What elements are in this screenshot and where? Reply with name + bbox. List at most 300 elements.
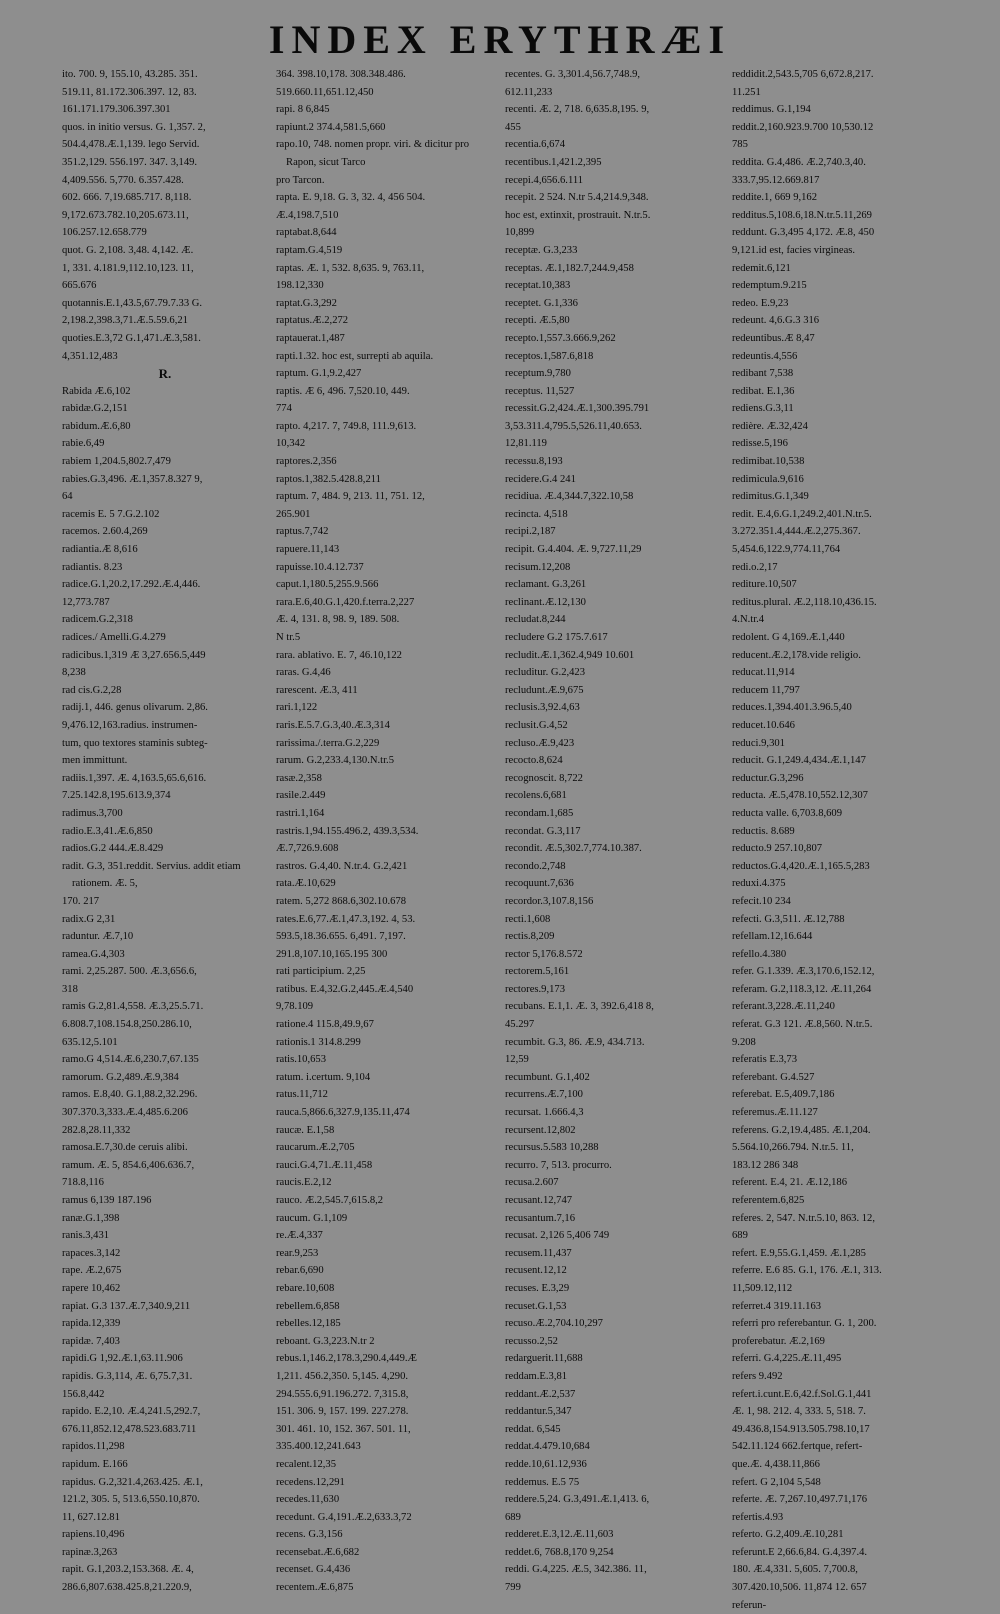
index-entry: recipi.2,187 bbox=[505, 526, 556, 538]
index-entry: recusant.12,747 bbox=[505, 1195, 573, 1206]
index-entry: recessu.8,193 bbox=[505, 456, 563, 468]
index-entry: racemos. 2.60.4,269 bbox=[62, 526, 148, 538]
index-entry: 593.5,18.36.655. 6,491. 7,197. bbox=[276, 931, 406, 943]
index-entry: raptis. Æ 6, 496. 7,520.10, 449. bbox=[276, 385, 410, 397]
index-entry: receptet. G.1,336 bbox=[505, 297, 578, 309]
index-entry: rapido. E.2,10. Æ.4,241.5,292.7, bbox=[62, 1406, 201, 1418]
index-entry: rebus.1,146.2,178.3,290.4,449.Æ bbox=[276, 1353, 417, 1365]
index-entry: reddat.4.479.10,684 bbox=[505, 1441, 590, 1453]
index-entry: 665.676 bbox=[62, 280, 97, 292]
index-entry: rapti.1.32. hoc est, surrepti ab aquila. bbox=[276, 350, 434, 362]
index-entry: ramea.G.4,303 bbox=[62, 948, 125, 960]
index-entry: referatis E.3,73 bbox=[732, 1054, 798, 1066]
index-entry: quot. G. 2,108. 3,48. 4,142. Æ. bbox=[62, 244, 194, 256]
index-entry: rapidus. G.2,321.4,263.425. Æ.1, bbox=[62, 1476, 203, 1488]
index-entry: raptabat.8,644 bbox=[276, 227, 337, 239]
index-entry: recepti. Æ.5,80 bbox=[505, 315, 570, 327]
index-entry: reducta. Æ.5,478.10,552.12,307 bbox=[732, 790, 868, 802]
index-entry: 2,198.2,398.3,71.Æ.5.59.6,21 bbox=[62, 315, 188, 327]
index-entry: rauca.5,866.6,327.9,135.11,474 bbox=[276, 1107, 410, 1119]
index-entry: que.Æ. 4,438.11,866 bbox=[732, 1458, 820, 1470]
index-entry: 11,509.12,112 bbox=[732, 1282, 793, 1294]
index-entry: rarescent. Æ.3, 411 bbox=[276, 684, 358, 696]
index-entry: radiis.1,397. Æ. 4,163.5,65.6,616. bbox=[62, 772, 207, 784]
index-entry: rapiens.10,496 bbox=[62, 1529, 125, 1541]
index-entry: rape. Æ.2,675 bbox=[62, 1265, 122, 1277]
index-entry: raptatus.Æ.2,272 bbox=[276, 315, 349, 327]
index-entry: redeunt. 4,6.G.3 316 bbox=[732, 315, 820, 327]
index-entry: 49.436.8,154.913.505.798.10,17 bbox=[732, 1423, 870, 1435]
index-entry: rara.E.6,40.G.1,420.f.terra.2,227 bbox=[276, 596, 415, 608]
index-entry: 180. Æ.4,331. 5,605. 7,700.8, bbox=[732, 1564, 858, 1576]
index-entry: radicem.G.2,318 bbox=[62, 614, 133, 626]
index-entry: recludere G.2 175.7.617 bbox=[505, 632, 608, 643]
index-entry: referens. G.2,19.4,485. Æ.1,204. bbox=[732, 1124, 871, 1136]
index-entry: recursat. 1.666.4,3 bbox=[505, 1107, 584, 1119]
index-entry: rati participium. 2,25 bbox=[276, 966, 366, 978]
index-entry: rabie.6,49 bbox=[62, 438, 105, 450]
page-header: INDEX ERYTHRÆI bbox=[268, 17, 732, 62]
index-entry: receptum.9,780 bbox=[505, 368, 571, 380]
index-entry: redemptum.9.215 bbox=[732, 280, 807, 292]
index-entry: refecti. G.3,511. Æ.12,788 bbox=[732, 913, 845, 925]
index-entry: recordor.3,107.8,156 bbox=[505, 895, 594, 907]
index-entry: rectores.9,173 bbox=[505, 983, 566, 995]
index-entry: rauco. Æ.2,545.7,615.8,2 bbox=[276, 1195, 384, 1206]
index-entry: recondo.2,748 bbox=[505, 860, 566, 872]
index-entry: 106.257.12.658.779 bbox=[62, 227, 147, 239]
index-entry: referam. G.2,118.3,12. Æ.11,264 bbox=[732, 983, 872, 995]
index-entry: referri pro referebantur. G. 1, 200. bbox=[732, 1318, 877, 1330]
index-entry: reddita. G.4,486. Æ.2,740.3,40. bbox=[732, 156, 866, 168]
index-entry: 612.11,233 bbox=[505, 86, 553, 98]
index-entry: 307.420.10,506. 11,874 12. 657 bbox=[732, 1582, 867, 1594]
index-entry: 121.2, 305. 5, 513.6,550.10,870. bbox=[62, 1494, 200, 1506]
index-entry: rasæ.2,358 bbox=[276, 772, 322, 784]
index-entry: recepto.1,557.3.666.9,262 bbox=[505, 332, 616, 344]
index-entry: 4.N.tr.4 bbox=[732, 614, 765, 626]
index-entry: referri. G.4,225.Æ.11,495 bbox=[732, 1353, 842, 1365]
index-entry: receptæ. G.3,233 bbox=[505, 244, 578, 256]
index-entry: redde.10,61.12,936 bbox=[505, 1458, 587, 1470]
index-entry: radij.1, 446. genus olivarum. 2,86. bbox=[62, 702, 208, 714]
index-entry: recludunt.Æ.9,675 bbox=[505, 684, 584, 696]
index-entry: redimibat.10,538 bbox=[732, 456, 805, 468]
index-entry: 785 bbox=[732, 139, 748, 151]
index-entry: 12,81.119 bbox=[505, 438, 547, 450]
index-entry: recessit.G.2,424.Æ.1,300.395.791 bbox=[505, 403, 650, 415]
index-entry: ratus.11,712 bbox=[276, 1089, 328, 1101]
index-entry: referre. E.6 85. G.1, 176. Æ.1, 313. bbox=[732, 1265, 882, 1277]
index-entry: recentibus.1,421.2,395 bbox=[505, 156, 602, 168]
index-entry: rapinæ.3,263 bbox=[62, 1546, 118, 1558]
index-entry: referte. Æ. 7,267.10,497.71,176 bbox=[732, 1494, 868, 1506]
index-entry: receptus. 11,527 bbox=[505, 385, 575, 397]
index-entry: rebelles.12,185 bbox=[276, 1318, 341, 1330]
section-letter: R. bbox=[158, 366, 172, 382]
index-entry: redibant 7,538 bbox=[732, 368, 794, 380]
index-entry: 12,773.787 bbox=[62, 596, 110, 608]
index-entry: rapida.12,339 bbox=[62, 1318, 121, 1330]
index-entry: reduxi.4.375 bbox=[732, 878, 786, 890]
index-entry: raucæ. E.1,58 bbox=[276, 1124, 335, 1136]
index-entry: ramos. E.8,40. G.1,88.2,32.296. bbox=[62, 1089, 198, 1101]
index-entry: reddat. 6,545 bbox=[505, 1423, 561, 1435]
index-entry: 301. 461. 10, 152. 367. 501. 11, bbox=[276, 1423, 411, 1435]
index-entry: rear.9,253 bbox=[276, 1247, 319, 1259]
index-entry: 6.808.7,108.154.8,250.286.10, bbox=[62, 1019, 192, 1031]
index-entry: reddunt. G.3,495 4,172. Æ.8, 450 bbox=[732, 227, 875, 239]
index-entry: rediens.G.3,11 bbox=[732, 403, 794, 415]
index-entry: redarguerit.11,688 bbox=[505, 1353, 583, 1365]
index-entry: 9,121.id est, facies virgineas. bbox=[732, 244, 856, 256]
index-entry: 10,899 bbox=[505, 227, 535, 239]
index-entry: referebat. E.5,409.7,186 bbox=[732, 1089, 835, 1101]
index-entry: rapere 10,462 bbox=[62, 1282, 121, 1294]
index-entry: recedens.12,291 bbox=[276, 1476, 345, 1488]
index-entry: receptat.10,383 bbox=[505, 280, 571, 292]
index-entry: Æ.4,198.7,510 bbox=[276, 209, 339, 221]
index-entry: recepi.4,656.6.111 bbox=[505, 174, 584, 186]
index-entry: 9,172.673.782.10,205.673.11, bbox=[62, 209, 189, 221]
index-entry: recondat. G.3,117 bbox=[505, 825, 581, 837]
index-entry: raptat.G.3,292 bbox=[276, 297, 337, 309]
index-entry: 5,454.6,122.9,774.11,764 bbox=[732, 544, 841, 556]
index-entry: recens. G.3,156 bbox=[276, 1529, 343, 1541]
index-entry: recensebat.Æ.6,682 bbox=[276, 1546, 360, 1558]
index-entry: redit. E.4,6.G.1,249.2,401.N.tr.5. bbox=[732, 508, 872, 520]
index-entry: 8,238 bbox=[62, 667, 86, 679]
index-entry: 318 bbox=[62, 983, 78, 995]
index-entry: reddite.1, 669 9,162 bbox=[732, 192, 818, 204]
index-entry: reduces.1,394.401.3.96.5,40 bbox=[732, 702, 852, 714]
index-entry: recolens.6,681 bbox=[505, 790, 567, 802]
index-entry: 519.11, 81.172.306.397. 12, 83. bbox=[62, 86, 197, 98]
index-entry: reddant.Æ.2,537 bbox=[505, 1388, 576, 1400]
index-entry: radios.G.2 444.Æ.8.429 bbox=[62, 843, 164, 855]
index-entry: redeuntis.4,556 bbox=[732, 350, 798, 362]
index-column-3 bbox=[505, 66, 727, 1594]
index-entry: recincta. 4,518 bbox=[505, 508, 568, 520]
index-entry: caput.1,180.5,255.9.566 bbox=[276, 579, 379, 591]
index-entry: refertis.4.93 bbox=[732, 1511, 784, 1523]
index-entry: 12,59 bbox=[505, 1054, 529, 1066]
index-entry: ratione.4 115.8,49.9,67 bbox=[276, 1019, 374, 1031]
index-entry: 364. 398.10,178. 308.348.486. bbox=[276, 69, 406, 80]
index-entry: reducto.9 257.10,807 bbox=[732, 843, 823, 855]
index-entry: recursent.12,802 bbox=[505, 1124, 576, 1136]
index-entry: rarissima./.terra.G.2,229 bbox=[276, 737, 380, 749]
index-entry: rara. ablativo. E. 7, 46.10,122 bbox=[276, 649, 402, 661]
index-entry: raptus.7,742 bbox=[276, 526, 329, 538]
index-entry: Æ. 1, 98. 212. 4, 333. 5, 518. 7. bbox=[732, 1406, 866, 1418]
index-entry: rapuisse.10.4.12.737 bbox=[276, 561, 364, 573]
index-column-4 bbox=[732, 66, 964, 1611]
index-entry: quoties.E.3,72 G.1,471.Æ.3,581. bbox=[62, 332, 201, 344]
index-entry: redisse.5,196 bbox=[732, 438, 788, 450]
index-entry: reductur.G.3,296 bbox=[732, 772, 804, 784]
index-entry: recognoscit. 8,722 bbox=[505, 772, 583, 784]
index-entry: 11.251 bbox=[732, 86, 761, 98]
index-entry: reductos.G.4,420.Æ.1,165.5,283 bbox=[732, 860, 870, 872]
index-entry: recepit. 2 524. N.tr 5.4,214.9,348. bbox=[505, 192, 649, 204]
index-entry: proferebatur. Æ.2,169 bbox=[732, 1335, 825, 1347]
index-entry: referant.3,228.Æ.11,240 bbox=[732, 1001, 835, 1013]
index-entry: raptam.G.4,519 bbox=[276, 244, 343, 256]
index-entry: 45.297 bbox=[505, 1019, 535, 1031]
index-entry: racemis E. 5 7.G.2.102 bbox=[62, 508, 160, 520]
index-entry: referret.4 319.11.163 bbox=[732, 1300, 822, 1312]
index-entry: rebellem.6,858 bbox=[276, 1300, 340, 1312]
index-entry: 286.6,807.638.425.8,21.220.9, bbox=[62, 1582, 192, 1594]
index-entry: rapto. 4,217. 7, 749.8, 111.9,613. bbox=[276, 420, 417, 432]
index-entry: raptos.1,382.5.428.8,211 bbox=[276, 473, 381, 485]
index-entry: re.Æ.4,337 bbox=[276, 1230, 323, 1242]
index-entry: ramorum. G.2,489.Æ.9,384 bbox=[62, 1071, 179, 1083]
index-entry: rectorem.5,161 bbox=[505, 966, 570, 978]
index-entry: redibat. E.1,36 bbox=[732, 385, 795, 397]
index-entry: reclamant. G.3,261 bbox=[505, 579, 587, 591]
index-entry: 335.400.12,241.643 bbox=[276, 1441, 361, 1453]
index-entry: rapuere.11,143 bbox=[276, 544, 340, 556]
index-entry: 1, 331. 4.181.9,112.10,123. 11, bbox=[62, 262, 194, 274]
index-entry: recentes. G. 3,301.4,56.7,748.9, bbox=[505, 69, 641, 80]
index-entry: redeo. E.9,23 bbox=[732, 297, 789, 309]
index-entry: N tr.5 bbox=[276, 632, 301, 643]
index-entry: recusem.11,437 bbox=[505, 1247, 572, 1259]
index-entry: rapidi.G 1,92.Æ.1,63.11.906 bbox=[62, 1353, 183, 1365]
index-entry: raucarum.Æ.2,705 bbox=[276, 1142, 355, 1154]
index-entry: recumbit. G.3, 86. Æ.9, 434.713. bbox=[505, 1036, 645, 1048]
index-entry: rastros. G.4,40. N.tr.4. G.2,421 bbox=[276, 860, 408, 872]
index-entry: recluditur. G.2,423 bbox=[505, 667, 586, 679]
index-entry: radice.G.1,20.2,17.292.Æ.4,446. bbox=[62, 579, 201, 591]
index-entry: 635.12,5.101 bbox=[62, 1036, 118, 1048]
index-entry: 151. 306. 9, 157. 199. 227.278. bbox=[276, 1406, 409, 1418]
index-entry: rabidum.Æ.6,80 bbox=[62, 420, 131, 432]
index-entry: referentem.6,825 bbox=[732, 1195, 805, 1206]
index-entry: rata.Æ.10,629 bbox=[276, 878, 336, 890]
index-entry: rapi. 8 6,845 bbox=[276, 104, 330, 116]
index-entry: recurrens.Æ.7,100 bbox=[505, 1089, 583, 1101]
index-entry: redi.o.2,17 bbox=[732, 561, 778, 573]
index-entry: reducent.Æ.2,178.vide religio. bbox=[732, 649, 861, 661]
index-entry: radimus.3,700 bbox=[62, 807, 123, 819]
index-entry: referebant. G.4.527 bbox=[732, 1071, 815, 1083]
index-entry: 519.660.11,651.12,450 bbox=[276, 86, 374, 98]
index-column-1 bbox=[62, 66, 268, 1594]
index-entry: recusantum.7,16 bbox=[505, 1212, 576, 1224]
index-entry: reductis. 8.689 bbox=[732, 825, 795, 837]
index-entry: rabiem 1,204.5,802.7,479 bbox=[62, 456, 171, 468]
index-entry: recuso.Æ.2,704.10,297 bbox=[505, 1318, 603, 1330]
index-entry: 333.7,95.12.669.817 bbox=[732, 174, 820, 186]
index-entry: radicibus.1,319 Æ 3,27.656.5,449 bbox=[62, 649, 206, 661]
index-entry: rapta. E. 9,18. G. 3, 32. 4, 456 504. bbox=[276, 192, 426, 204]
index-entry: rapidis. G.3,114, Æ. 6,75.7,31. bbox=[62, 1370, 193, 1382]
index-entry: reducet.10.646 bbox=[732, 719, 795, 731]
index-entry: radit. G.3, 351.reddit. Servius. addit etiam rationem. Æ. 5, bbox=[62, 860, 241, 890]
index-entry: reboant. G.3,223.N.tr 2 bbox=[276, 1335, 375, 1347]
index-entry: 282.8,28.11,332 bbox=[62, 1124, 131, 1136]
index-entry: reclusit.G.4,52 bbox=[505, 719, 568, 731]
index-entry: ramus 6,139 187.196 bbox=[62, 1195, 152, 1206]
index-entry: refert.i.cunt.E.6,42.f.Sol.G.1,441 bbox=[732, 1388, 872, 1400]
index-entry: recalent.12,35 bbox=[276, 1458, 337, 1470]
index-entry: radiantia.Æ 8,616 bbox=[62, 544, 138, 556]
index-entry: radix.G 2,31 bbox=[62, 913, 116, 925]
index-entry: refellam.12,16.644 bbox=[732, 931, 813, 943]
index-entry: recludat.8,244 bbox=[505, 614, 566, 626]
index-entry: 542.11.124 662.fertque, refert- bbox=[732, 1441, 863, 1453]
index-entry: recubans. E.1,1. Æ. 3, 392.6,418 8, bbox=[505, 1001, 654, 1013]
index-entry: refello.4.380 bbox=[732, 948, 787, 960]
index-entry: 294.555.6,91.196.272. 7,315.8, bbox=[276, 1388, 409, 1400]
index-entry: 676.11,852.12,478.523.683.711 bbox=[62, 1423, 197, 1435]
index-entry: rapidos.11,298 bbox=[62, 1441, 125, 1453]
index-entry: recludit.Æ.1,362.4,949 10.601 bbox=[505, 649, 635, 661]
index-entry: rebare.10,608 bbox=[276, 1282, 335, 1294]
index-entry: Rabida Æ.6,102 bbox=[62, 385, 131, 397]
index-entry: 5.564.10,266.794. N.tr.5. 11, bbox=[732, 1142, 854, 1154]
index-entry: recentia.6,674 bbox=[505, 139, 566, 151]
index-entry: recuses. E.3,29 bbox=[505, 1282, 570, 1294]
index-entry: ratem. 5,272 868.6,302.10.678 bbox=[276, 895, 407, 907]
index-entry: tum, quo textores staminis subteg- bbox=[62, 737, 208, 749]
index-entry: 9,78.109 bbox=[276, 1001, 314, 1013]
index-entry: reducat.11,914 bbox=[732, 667, 795, 679]
index-entry: reduci.9,301 bbox=[732, 737, 785, 749]
index-entry: rari.1,122 bbox=[276, 702, 318, 714]
index-entry: raduntur. Æ.7,10 bbox=[62, 931, 134, 943]
index-entry: ratibus. E.4,32.G.2,445.Æ.4,540 bbox=[276, 983, 414, 995]
index-entry: rapiunt.2 374.4,581.5,660 bbox=[276, 121, 386, 133]
index-entry: recidere.G.4 241 bbox=[505, 473, 576, 485]
index-entry: hoc est, extinxit, prostrauit. N.tr.5. bbox=[505, 209, 651, 221]
index-entry: rabidæ.G.2,151 bbox=[62, 403, 128, 415]
index-entry: recurro. 7, 513. procurro. bbox=[505, 1159, 612, 1171]
index-entry: reddidit.2,543.5,705 6,672.8,217. bbox=[732, 69, 874, 80]
index-entry: referemus.Æ.11.127 bbox=[732, 1107, 818, 1119]
index-entry: reclusis.3,92.4,63 bbox=[505, 702, 580, 714]
index-entry: 11, 627.12.81 bbox=[62, 1511, 120, 1523]
index-entry: receptos.1,587.6,818 bbox=[505, 350, 594, 362]
index-entry: 504.4,478.Æ.1,139. lego Servid. bbox=[62, 139, 200, 151]
index-entry: 602. 666. 7,19.685.717. 8,118. bbox=[62, 192, 192, 204]
index-entry: 1,211. 456.2,350. 5,145. 4,290. bbox=[276, 1370, 409, 1382]
index-entry: refer. G.1.339. Æ.3,170.6,152.12, bbox=[732, 966, 875, 978]
index-entry: reddimus. G.1,194 bbox=[732, 104, 811, 116]
index-column-2 bbox=[276, 66, 498, 1594]
index-entry: reducem 11,797 bbox=[732, 684, 800, 696]
index-entry: ranis.3,431 bbox=[62, 1230, 110, 1242]
index-entry: ramum. Æ. 5, 854.6,406.636.7, bbox=[62, 1159, 195, 1171]
index-entry: raptauerat.1,487 bbox=[276, 332, 345, 344]
index-entry: redeuntibus.Æ 8,47 bbox=[732, 332, 815, 344]
index-entry: ramis G.2,81.4,558. Æ.3,25.5.71. bbox=[62, 1001, 204, 1013]
index-entry: 4,351.12,483 bbox=[62, 350, 118, 362]
index-entry: recondit. Æ.5,302.7,774.10.387. bbox=[505, 843, 642, 855]
index-entry: raptum. 7, 484. 9, 213. 11, 751. 12, bbox=[276, 491, 425, 503]
index-entry: reddi. G.4,225. Æ.5, 342.386. 11, bbox=[505, 1564, 647, 1576]
index-entry: rapidum. E.166 bbox=[62, 1458, 128, 1470]
index-entry: refecit.10 234 bbox=[732, 895, 791, 907]
index-entry: recusent.12,12 bbox=[505, 1265, 567, 1277]
index-entry: reditus.plural. Æ.2,118.10,436.15. bbox=[732, 596, 877, 608]
index-entry: pro Tarcon. bbox=[276, 174, 325, 186]
index-entry: 161.171.179.306.397.301 bbox=[62, 104, 171, 116]
index-entry: rebar.6,690 bbox=[276, 1265, 324, 1277]
index-entry: rationis.1 314.8.299 bbox=[276, 1036, 361, 1048]
index-entry: ratum. i.certum. 9,104 bbox=[276, 1071, 371, 1083]
index-entry: referunt.E 2,66.6,84. G.4,397.4. bbox=[732, 1546, 868, 1558]
index-entry: recidiua. Æ.4,344.7,322.10,58 bbox=[505, 491, 634, 503]
index-entry: radio.E.3,41.Æ.6,850 bbox=[62, 825, 153, 837]
index-entry: radiantis. 8.23 bbox=[62, 561, 123, 573]
index-entry: recedes.11,630 bbox=[276, 1494, 340, 1506]
index-entry: ramosa.E.7,30.de ceruis alibi. bbox=[62, 1142, 188, 1154]
index-entry: recusa.2.607 bbox=[505, 1177, 559, 1189]
index-entry: 307.370.3,333.Æ.4,485.6.206 bbox=[62, 1107, 188, 1119]
index-entry: rami. 2,25.287. 500. Æ.3,656.6, bbox=[62, 966, 197, 978]
index-entry: rapaces.3,142 bbox=[62, 1247, 121, 1259]
index-entry: rector 5,176.8.572 bbox=[505, 948, 583, 960]
index-entry: raucum. G.1,109 bbox=[276, 1212, 348, 1224]
index-entry: raptores.2,356 bbox=[276, 456, 337, 468]
index-entry: 3.272.351.4,444.Æ.2,275.367. bbox=[732, 526, 861, 538]
index-entry: 774 bbox=[276, 403, 292, 415]
index-entry: redditus.5,108.6,18.N.tr.5.11,269 bbox=[732, 209, 872, 221]
index-entry: rastris.1,94.155.496.2, 439.3,534. bbox=[276, 825, 419, 837]
index-entry: rapidæ. 7,403 bbox=[62, 1335, 120, 1347]
index-entry: referat. G.3 121. Æ.8,560. N.tr.5. bbox=[732, 1019, 873, 1031]
index-entry: rapiat. G.3 137.Æ.7,340.9,211 bbox=[62, 1300, 191, 1312]
index-entry: ranæ.G.1,398 bbox=[62, 1212, 120, 1224]
index-entry: recursus.5.583 10,288 bbox=[505, 1142, 599, 1154]
index-entry: reddantur.5,347 bbox=[505, 1406, 572, 1418]
index-entry: refers 9.492 bbox=[732, 1370, 783, 1382]
index-entry: quotannis.E.1,43.5,67.79.7.33 G. bbox=[62, 297, 203, 309]
index-entry: recti.1,608 bbox=[505, 913, 551, 925]
index-entry: reddere.5,24. G.3,491.Æ.1,413. 6, bbox=[505, 1494, 650, 1506]
index-entry: rarum. G.2,233.4,130.N.tr.5 bbox=[276, 755, 394, 767]
index-entry: men immittunt. bbox=[62, 755, 128, 767]
index-entry: 3,53.311.4,795.5,526.11,40.653. bbox=[505, 420, 642, 432]
index-entry: raras. G.4,46 bbox=[276, 667, 331, 679]
index-entry: refert. G 2,104 5,548 bbox=[732, 1476, 821, 1488]
index-entry: reclinant.Æ.12,130 bbox=[505, 596, 586, 608]
index-entry: rediture.10,507 bbox=[732, 579, 797, 591]
index-entry: reddemus. E.5 75 bbox=[505, 1476, 580, 1488]
index-entry: 170. 217 bbox=[62, 895, 100, 907]
index-entry: redimicula.9,616 bbox=[732, 473, 804, 485]
index-entry: recluso.Æ.9,423 bbox=[505, 737, 575, 749]
index-entry: 455 bbox=[505, 121, 521, 133]
index-entry: recedunt. G.4,191.Æ.2,633.3,72 bbox=[276, 1511, 412, 1523]
index-entry: redière. Æ.32,424 bbox=[732, 420, 808, 432]
index-entry: rad cis.G.2,28 bbox=[62, 684, 122, 696]
index-entry: 799 bbox=[505, 1582, 521, 1594]
index-entry: redolent. G 4,169.Æ.1,440 bbox=[732, 632, 845, 643]
index-entry: recusso.2,52 bbox=[505, 1335, 558, 1347]
index-entry: refert. E.9,55.G.1,459. Æ.1,285 bbox=[732, 1247, 866, 1259]
index-entry: 265.901 bbox=[276, 508, 311, 520]
index-entry: 291.8,107.10,165.195 300 bbox=[276, 948, 388, 960]
index-entry: 718.8,116 bbox=[62, 1177, 104, 1189]
index-entry: recoquunt.7,636 bbox=[505, 878, 574, 890]
index-entry: Æ. 4, 131. 8, 98. 9, 189. 508. bbox=[276, 614, 400, 626]
index-entry: 351.2,129. 556.197. 347. 3,149. bbox=[62, 156, 198, 168]
